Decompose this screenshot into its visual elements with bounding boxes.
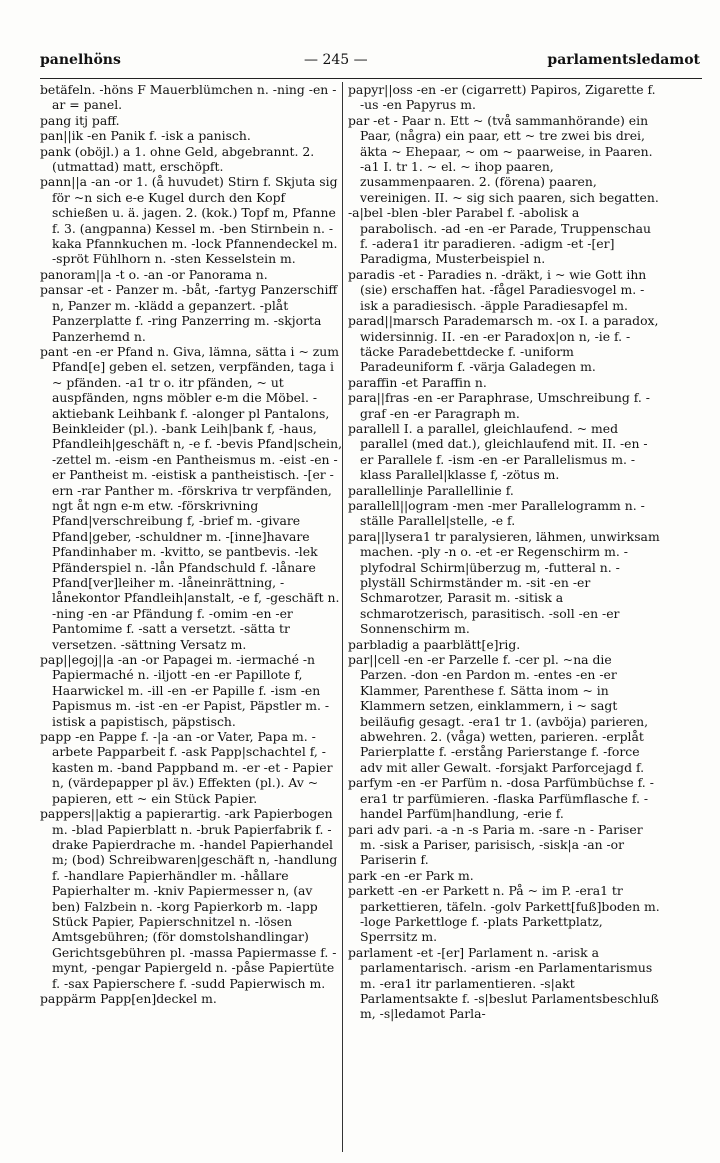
dictionary-entry: parlament -et -[er] Parlament n. -arisk a parlamentarisch. -arism -en Parlamentarismus m. -era1 itr parlamentieren. -s|akt Parlamentsakte f. -s|beslut Parlamentsbeschluß m, -s|ledamot Parla- bbox=[348, 944, 659, 1022]
right-column bbox=[348, 82, 660, 1152]
dictionary-entry: parallell||ogram -men -mer Parallelogramm n. -ställe Parallel|stelle, -e f. bbox=[348, 497, 645, 529]
dictionary-entry: pang itj paff. bbox=[40, 112, 120, 128]
dictionary-entry: paradis -et - Paradies n. -dräkt, i ~ wie Gott ihn (sie) erschaffen hat. -fågel Paradiesvogel m. -isk a paradiesisch. -äpple Paradiesapfel m. bbox=[348, 266, 647, 313]
dictionary-entry: par||cell -en -er Parzelle f. -cer pl. ~na die Parzen. -don -en Pardon m. -entes -en -er Klammer, Parenthese f. Sätta inom ~ in Klammern setzen, einklammern, i ~ sagt beiläufig gesagt. -era1 tr 1. (avböja) parieren, abwehren. 2. (våga) wetten, parieren. -erplåt Parierplatte f. -erstång Parierstange f. -force adv mit aller Gewalt. -forsjakt Parforcejagd f. bbox=[348, 652, 649, 775]
dictionary-entry: parbladig a paarblätt[e]rig. bbox=[348, 636, 521, 652]
dictionary-entry: paraffin -et Paraffin n. bbox=[348, 374, 487, 390]
column-divider bbox=[342, 82, 343, 1152]
dictionary-entry: parallellinje Parallellinie f. bbox=[348, 482, 514, 498]
right-guide-word: parlamentsledamot bbox=[547, 52, 700, 68]
dictionary-entry: betäfeln. -höns F Mauerblümchen n. -ning -en -ar = panel. bbox=[40, 82, 337, 113]
dictionary-entry: pappärm Papp[en]deckel m. bbox=[40, 990, 217, 1006]
dictionary-entry: para||fras -en -er Paraphrase, Umschreibung f. -graf -en -er Paragraph m. bbox=[348, 390, 650, 421]
dictionary-entry: parallell I. a parallel, gleichlaufend. ~ med parallel (med dat.), gleichlaufend mit. II. -en -er Parallele f. -ism -en -er Parallelismus m. -klass Parallel|klasse f, -zötus m. bbox=[348, 420, 648, 483]
dictionary-entry: park -en -er Park m. bbox=[348, 867, 474, 883]
running-header bbox=[40, 52, 700, 76]
dictionary-entry: pan||ik -en Panik f. -isk a panisch. bbox=[40, 128, 251, 144]
dictionary-entry: panoram||a -t o. -an -or Panorama n. bbox=[40, 266, 268, 282]
dictionary-entry: pann||a -an -or 1. (å huvudet) Stirn f. Skjuta sig för ~n sich e-e Kugel durch den Kopf schießen u. ä. jagen. 2. (kok.) Topf m, Pfanne f. 3. (angpanna) Kessel m. -ben Stirnbein n. -kaka Pfannkuchen m. -lock Pfannendeckel m. -spröt Fühlhorn n. -sten Kesselstein m. bbox=[40, 174, 338, 267]
left-guide-word: panelhöns bbox=[40, 52, 121, 68]
dictionary-entry: papyr||oss -en -er (cigarrett) Papiros, Zigarette f. -us -en Papyrus m. bbox=[348, 82, 656, 113]
dictionary-entry: papp -en Pappe f. -|a -an -or Vater, Papa m. -arbete Papparbeit f. -ask Papp|schachtel f, -kasten m. -band Pappband m. -er -et - Papier n, (värdepapper pl äv.) Effekten (pl.). Av ~ papieren, ett ~ ein Stück Papier. bbox=[40, 729, 333, 806]
dictionary-entry: pant -en -er Pfand n. Giva, lämna, sätta i ~ zum Pfand[e] geben el. setzen, verpfänden, taga i ~ pfänden. -a1 tr o. itr pfänden, ~ ut auspfänden, ngns möbler e-m die Möbel. -aktiebank Leihbank f. -alonger pl Pantalons, Beinkleider (pl.). -bank Leih|bank f, -haus, Pfandleih|geschäft n, -e f. -bevis Pfand|schein, -zettel m. -eism -en Pantheismus m. -eist -en -er Pantheist m. -eistisk a pantheistisch. -[er -ern -rar Panther m. -förskriva tr verpfänden, ngt åt ngn e-m etw. -förskrivning Pfand|verschreibung f, -brief m. -givare Pfand|geber, -schuldner m. -[inne]havare Pfandinhaber m. -kvitto, se pantbevis. -lek Pfänderspiel n. -lån Pfandschuld f. -lånare Pfand[ver]leiher m. -låneinrättning, -lånekontor Pfandleih|anstalt, -e f, -geschäft n. -ning -en -ar Pfändung f. -omim -en -er Pantomime f. -satt a versetzt. -sätta tr versetzen. -sättning Versatz m. bbox=[40, 343, 343, 652]
dictionary-entry: pap||egoj||a -an -or Papagei m. -iermaché -n Papiermaché n. -iljott -en -er Papillote f, Haarwickel m. -ill -en -er Papille f. -ism -en Papismus m. -ist -en -er Papist, Päpstler m. -istisk a papistisch, päpstisch. bbox=[40, 652, 330, 729]
dictionary-entry: parad||marsch Parademarsch m. -ox I. a paradox, widersinnig. II. -en -er Paradox|on n, -ie f. -täcke Paradebettdecke f. -uniform Paradeuniform f. -värja Galadegen m. bbox=[348, 313, 659, 375]
dictionary-entry: pank (oböjl.) a 1. ohne Geld, abgebrannt. 2. (utmattad) matt, erschöpft. bbox=[40, 143, 315, 175]
dictionary-entry: para||lysera1 tr paralysieren, lähmen, unwirksam machen. -ply -n o. -et -er Regenschirm m. -plyfodral Schirm|überzug m, -futteral n. -plyställ Schirmständer m. -sit -en -er Schmarotzer, Parasit m. -sitisk a schmarotzerisch, parasitisch. -soll -en -er Sonnenschirm m. bbox=[348, 528, 660, 637]
dictionary-entry: par -et - Paar n. Ett ~ (två sammanhörande) ein Paar, (några) ein paar, ett ~ tre zwei bis drei, äkta ~ Ehepaar, ~ om ~ paarweise, in Paaren. -a1 I. tr 1. ~ el. ~ ihop paaren, zusammenpaaren. 2. (förena) paaren, vereinigen. II. ~ sig sich paaren, sich begatten. bbox=[348, 112, 659, 205]
header-rule bbox=[40, 78, 702, 79]
dictionary-entry: parkett -en -er Parkett n. På ~ im P. -era1 tr parkettieren, täfeln. -golv Parkett[fuß]boden m. -loge Parkettloge f. -plats Parkettplatz, Sperrsitz m. bbox=[348, 883, 660, 945]
dictionary-entry: -a|bel -blen -bler Parabel f. -abolisk a parabolisch. -ad -en -er Parade, Truppenschau f. -adera1 itr paradieren. -adigm -et -[er] Paradigma, Musterbeispiel n. bbox=[348, 205, 651, 267]
dictionary-entry: parfym -en -er Parfüm n. -dosa Parfümbüchse f. -era1 tr parfümieren. -flaska Parfümflasche f. -handel Parfüm|handlung, -erie f. bbox=[348, 775, 654, 822]
page-number: — 245 — bbox=[304, 52, 368, 68]
dictionary-entry: pari adv pari. -a -n -s Paria m. -sare -n - Pariser m. -sisk a Pariser, parisisch, -sisk|a -an -or Pariserin f. bbox=[348, 821, 643, 868]
dictionary-entry: pappers||aktig a papierartig. -ark Papierbogen m. -blad Papierblatt n. -bruk Papierfabrik f. -drake Papierdrache m. -handel Papierhandel m; (bod) Schreibwaren|geschäft n, -handlung f. -handlare Papierhändler m. -hållare Papierhalter m. -kniv Papiermesser n, (av ben) Falzbein n. -korg Papierkorb m. -lapp Stück Papier, Papierschnitzel n. -lösen Amtsgebühren; (för domstolshandlingar) Gerichtsgebühren pl. -massa Papiermasse f. -mynt, -pengar Papiergeld n. -påse Papiertüte f. -sax Papierschere f. -sudd Papierwisch m. bbox=[40, 806, 338, 991]
left-column bbox=[40, 82, 344, 1152]
dictionary-entry: pansar -et - Panzer m. -båt, -fartyg Panzerschiff n, Panzer m. -klädd a gepanzert. -plåt Panzerplatte f. -ring Panzerring m. -skjorta Panzerhemd n. bbox=[40, 282, 338, 344]
